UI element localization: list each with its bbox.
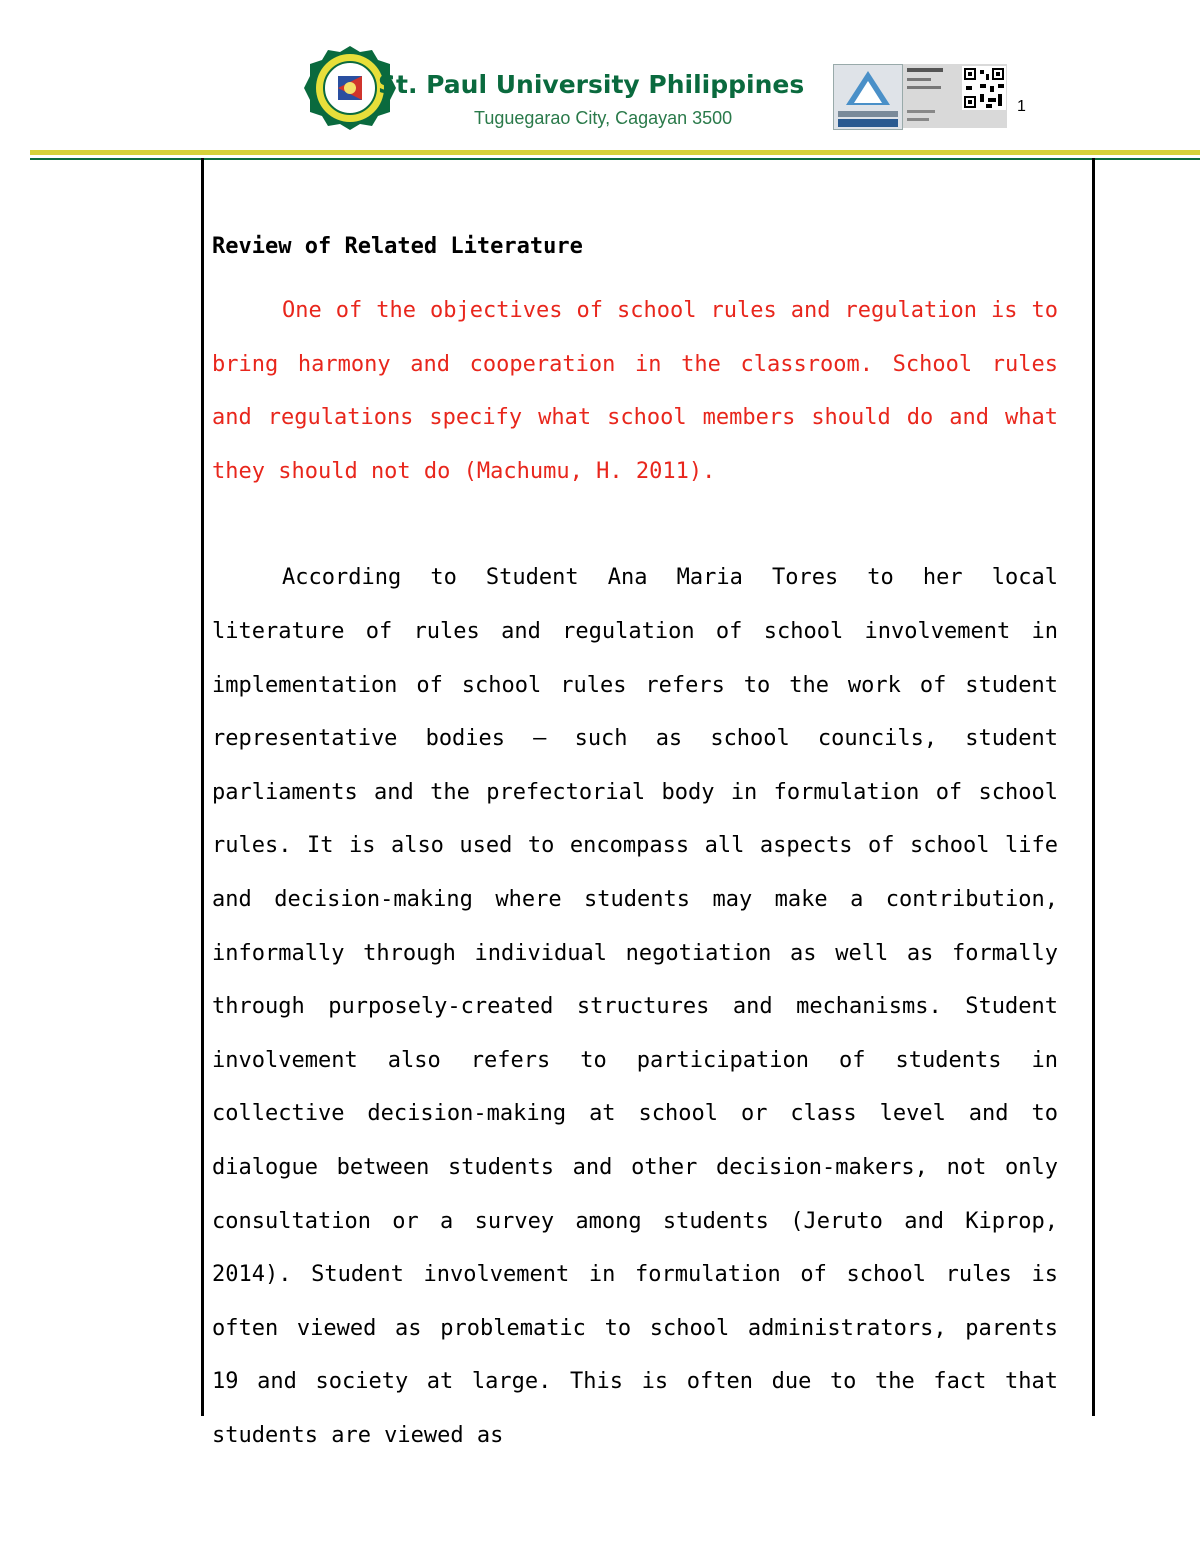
header-rule-green [30,158,1200,160]
university-name: St. Paul University Philippines [378,70,805,99]
header-rule-yellow [30,150,1200,155]
tuv-certification-icon [833,64,903,130]
section-heading: Review of Related Literature [212,234,583,259]
paragraph-1: One of the objectives of school rules and regulation is to bring harmony and cooperation in the classroom. School rules and regulations specify what school members should do and what they should not do (Machumu, H. 2011). [212,298,1058,484]
university-location: Tuguegarao City, Cagayan 3500 [474,108,733,128]
document-body [212,232,1058,1462]
right-border [1092,158,1095,1416]
page-header [0,0,1200,170]
page-number: 1 [1017,98,1026,115]
qr-code-icon [962,66,1006,110]
paragraph-2: According to Student Ana Maria Tores to her local literature of rules and regulation of school involvement in implementation of school rules refers to the work of student representative bodies – such as school councils, student parliaments and the prefectorial body in formulation of school rules. It is also used to encompass all aspects of school life and decision-making where students may make a contribution, informally through individual negotiation as well as formally through purposely-created structures and mechanisms. Student involvement also refers to participation of students in collective decision-making at school or class level and to dialogue between students and other decision-makers, not only consultation or a survey among students (Jeruto and Kiprop, 2014). Student involvement in formulation of school rules is often viewed as problematic to school administrators, parents 19 and society at large. This is often due to the fact that students are viewed as [212,565,1058,1448]
left-border [201,158,204,1416]
